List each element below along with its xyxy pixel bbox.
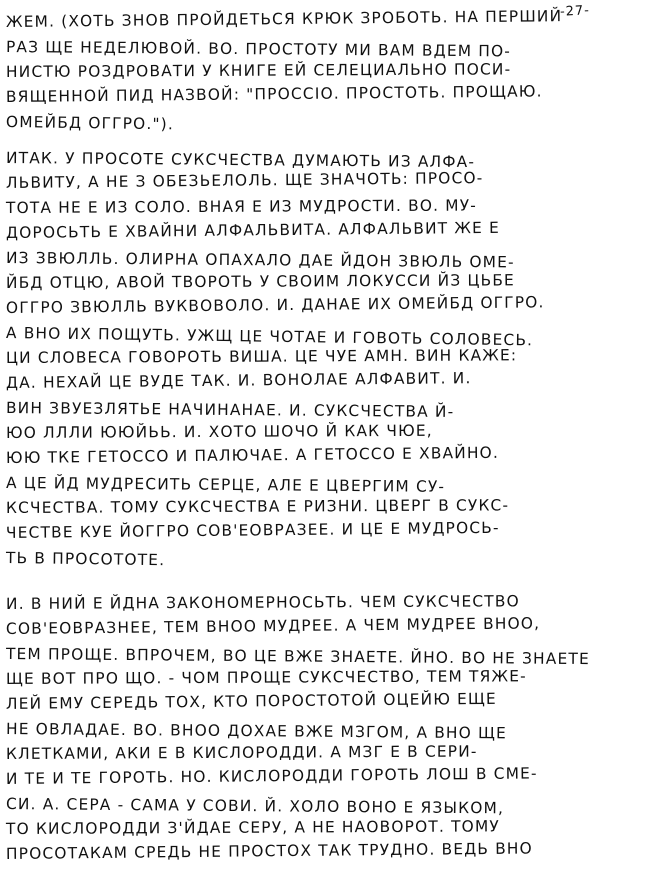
text-line: ЛЬВИТУ, А НЕ З ОБЕЗЬЕЛОЛЬ. ЩЕ ЗНАЧОТЬ: ПРОСО- bbox=[5, 169, 484, 192]
paragraph-3 bbox=[6, 592, 642, 867]
paragraph-1 bbox=[5, 7, 642, 135]
text-line: ТОТА НЕ Е ИЗ СОЛО. ВНАЯ Е ИЗ МУДРОСТИ. ВО. МУ- bbox=[5, 196, 478, 217]
text-line: ДОРОСЬТЬ Е ХВАЙНИ АЛФАЛЬВИТА. АЛФАЛЬВИТ ЖЕ Е bbox=[5, 218, 501, 242]
text-line: ИТАК. У ПРОСОТЕ СУКСЧЕСТВА ДУМАЮТЬ ИЗ АЛФА- bbox=[5, 149, 476, 172]
text-line: ИЗ ЗВЮЛЛЬ. ОЛИРНА ОПАХАЛО ДАЕ ЙДОН ЗВЮЛЬ ОМЕ- bbox=[5, 249, 515, 272]
text-line: И. В НИЙ Е ЙДНА ЗАКОНОМЕРНОСЬТЬ. ЧЕМ СУКСЧЕСТВО bbox=[5, 592, 520, 613]
text-line: КСЧЕСТВА. ТОМУ СУКСЧЕСТВА Е РИЗНИ. ЦВЕРГ В СУКС- bbox=[5, 496, 510, 517]
text-line: НЕ ОВЛАДАЕ. ВО. ВНОО ДОХАЕ ВЖЕ МЗГОМ, А ВНО ЩЕ bbox=[5, 720, 508, 743]
text-line: А ЦЕ ЙД МУДРЕСИТЬ СЕРЦЕ, АЛЕ Е ЦВЕРГИМ СУ- bbox=[5, 474, 446, 496]
text-line: ЖЕМ. (ХОТЬ ЗНОВ ПРОЙДЕТЬСЯ КРЮК ЗРОБОТЬ. НА ПЕРШИЙ bbox=[5, 7, 563, 31]
page-number: -27- bbox=[559, 3, 591, 20]
text-line: ЙБД ОТЦЮ, АВОЙ ТВОРОТЬ У СВОИМ ЛОКУССИ ЙЗ ЦЬБЕ bbox=[5, 271, 515, 292]
text-line: РАЗ ЩЕ НЕДЕЛЮВОЙ. ВО. ПРОСТОТУ МИ ВАМ ВДЕМ ПО- bbox=[5, 38, 512, 61]
text-line: ЛЕЙ ЕМУ СЕРЕДЬ ТОХ, КТО ПОРОСТОТОЙ ОЦЕЙЮ ЕЩЕ bbox=[5, 689, 497, 713]
text-line: ЦИ СЛОВЕСА ГОВОРОТЬ ВИША. ЦЕ ЧУЕ АМН. ВИН КАЖЕ: bbox=[5, 346, 518, 367]
text-line: ТО КИСЛОРОДДИ З'ЙДАЕ СЕРУ, А НЕ НАОВОРОТ. ТОМУ bbox=[5, 817, 500, 838]
text-line: А ВНО ИХ ПОЩУТЬ. УЖЩ ЦЕ ЧОТАЕ И ГОВОТЬ СОЛОВЕСЬ. bbox=[5, 324, 534, 350]
text-line: ОГГРО ЗВЮЛЛЬ ВУКВОВОЛО. И. ДАНАЕ ИХ ОМЕЙБД ОГГРО. bbox=[5, 293, 545, 317]
text-line: ЮО ЛЛЛИ ЮЮЙЬЬ. И. ХОТО ШОЧО Й КАК ЧЮЕ, bbox=[5, 421, 433, 442]
text-line: КЛЕТКАМИ, АКИ Е В КИСЛОРОДДИ. А МЗГ Е В СЕРИ- bbox=[5, 742, 478, 763]
text-line: И ТЕ И ТЕ ГОРОТЬ. НО. КИСЛОРОДДИ ГОРОТЬ ЛОШ В СМЕ- bbox=[5, 764, 538, 788]
text-line: СИ. А. СЕРА - САМА У СОВИ. Й. ХОЛО ВОНО Е ЯЗЫКОМ, bbox=[5, 795, 505, 818]
text-line: ДА. НЕХАЙ ЦЕ ВУДЕ ТАК. И. ВОНОЛАЕ АЛФАВИТ. И. bbox=[5, 369, 472, 392]
text-line: ТЕМ ПРОЩЕ. ВПРОЧЕМ, ВО ЦЕ ВЖЕ ЗНАЕТЕ. ЙНО. ВО НЕ ЗНАЕТЕ bbox=[5, 645, 590, 669]
text-line: ТЬ В ПРОСОТОТЕ. bbox=[5, 549, 166, 570]
text-line: НИСТЮ РОЗДРОВАТИ У КНИГЕ ЕЙ СЕЛЕЦИАЛЬНО ПОСИ- bbox=[5, 60, 512, 81]
text-line: ЩЕ ВОТ ПРО ЩО. - ЧОМ ПРОЩЕ СУКСЧЕСТВО, ТЕМ ТЯЖЕ- bbox=[5, 667, 527, 688]
text-line: ВИН ЗВУЕЗЛЯТЬЕ НАЧИНАНАЕ. И. СУКСЧЕСТВА Й- bbox=[5, 399, 455, 421]
text-line: СОВ'ЕОВРАЗНЕЕ, ТЕМ ВНОО МУДРЕЕ. А ЧЕМ МУДРЕЕ ВНОО, bbox=[5, 614, 541, 638]
text-line: ПРОСОТАКАМ СРЕДЬ НЕ ПРОСТОХ ТАК ТРУДНО. ВЕДЬ ВНО bbox=[5, 839, 534, 863]
paragraph-2 bbox=[6, 146, 642, 571]
text-line: ЮЮ ТКЕ ГЕТОССО И ПАЛЮЧАЕ. А ГЕТОССО Е ХВАЙНО. bbox=[5, 443, 500, 467]
text-line: ВЯЩЕННОЙ ПИД НАЗВОЙ: "ПРОССІО. ПРОСТОТЬ. ПРОЩАЮ. bbox=[5, 82, 543, 106]
text-line: ОМЕЙБД ОГГРО."). bbox=[5, 113, 175, 134]
text-line: ЧЕСТВЕ КУЕ ЙОГГРО СОВ'ЕОВРАЗЕЕ. И ЦЕ Е МУДРОСЬ- bbox=[5, 518, 500, 542]
